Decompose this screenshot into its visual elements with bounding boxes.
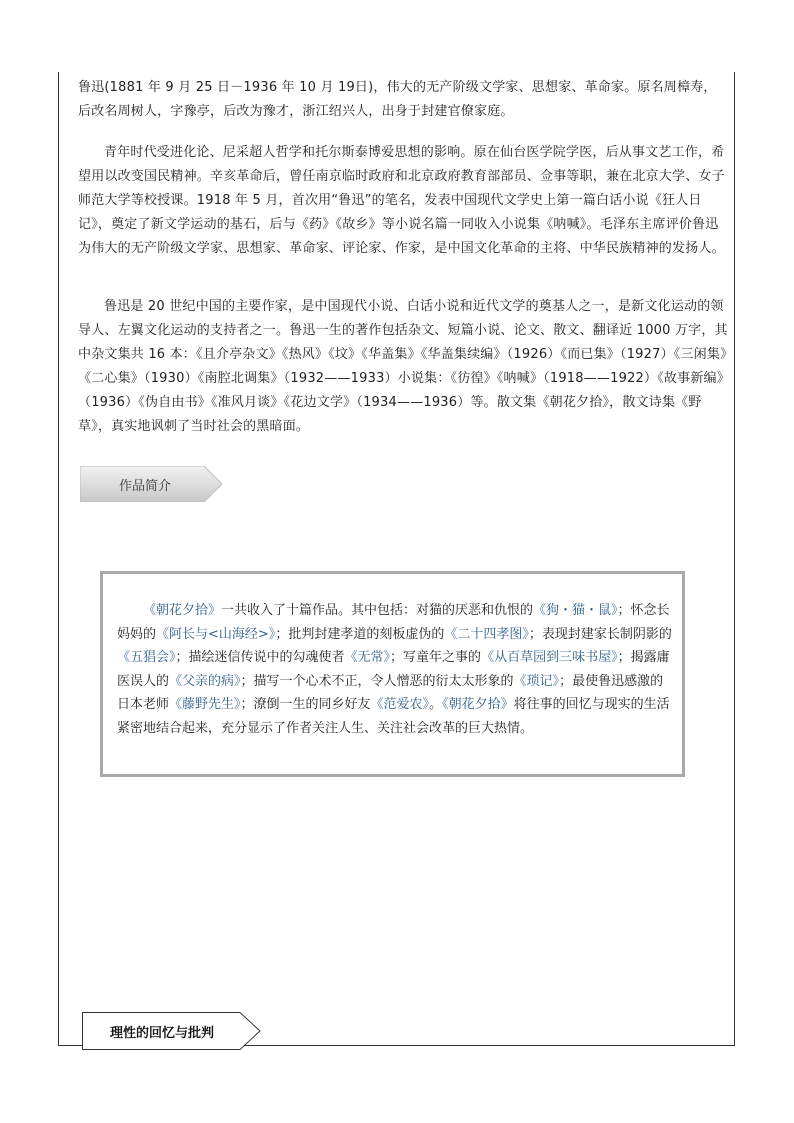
summary-text [117,599,672,740]
summary-fragment: ；批判封建孝道的刻板虚伪的 [275,626,445,642]
summary-fragment: 。 [429,697,443,712]
work-title: 《琐记》 [513,673,560,689]
summary-fragment: ；揭露庸医误人的 [117,650,670,689]
summary-fragment: ；描写一个心术不正，令人憎恶的衍太太形象的 [240,673,514,689]
summary-fragment: ；表现封建家长制阴影的 [528,626,672,642]
summary-fragment: 一共收入了十篇作品。其中包括：对猫的厌恶和仇恨的 [221,603,534,618]
section-tab-rational-memory [82,1012,262,1050]
summary-fragment: ；怀念长妈妈的 [117,603,670,642]
work-title: 《朝花夕拾》 [442,697,514,712]
summary-fragment: ；最使鲁迅感激的日本老师 [117,673,664,712]
section-title: 作品简介 [118,479,171,494]
work-title: 《二十四孝图》 [444,626,529,642]
section-tab-works-intro [80,466,222,502]
intro-paragraph-2: 青年时代受进化论、尼采超人哲学和托尔斯泰博爱思想的影响。原在仙台医学院学医，后从事文艺工作，希望用以改变国民精神。辛亥革命后，曾任南京临时政府和北京政府教育部部员、佥事等职，兼在北京大学、女子师范大学等校授课。1918 年 5 月，首次用“鲁迅”的笔名，发表中国现代文学史上第一篇白话小说《狂人日记》，奠定了新文学运动的基石，后与《药》《故乡》等小说名篇一同收入小说集《呐喊》。毛泽东主席评价鲁迅为伟大的无产阶级文学家、思想家、革命家、评论家、作家，是中国文化革命的主将、中华民族精神的发扬人。 [78,145,725,256]
work-title: 《范爱农》 [370,697,430,712]
work-title: 《阿长与<山海经>》 [156,626,276,642]
work-title: 《藤野先生》 [169,697,241,712]
section-title: 理性的回忆与批判 [110,1026,215,1041]
work-title: 《五猖会》 [117,650,176,665]
work-title: 《从百草园到三味书屋》 [481,650,618,665]
summary-fragment: ；写童年之事的 [390,650,482,665]
work-title: 《狗・猫・鼠》 [533,603,618,618]
intro-paragraph-1: 鲁迅(1881 年 9 月 25 日－1936 年 10 月 19日)，伟大的无产阶级文学家、思想家、革命家。原名周樟寿，后改名周树人，字豫亭，后改为豫才，浙江绍兴人，出身于封建官僚家庭。 [78,80,717,119]
summary-box [100,571,685,777]
work-title: 《无常》 [344,650,391,665]
work-title: 《朝花夕拾》 [143,603,222,618]
summary-fragment: 将往事的回忆与现实的生活紧密地结合起来，充分显示了作者关注人生、关注社会改革的巨大热情。 [117,697,670,736]
summary-fragment: ；潦倒一生的同乡好友 [240,697,371,712]
work-title: 《父亲的病》 [169,673,241,689]
summary-fragment: ；描绘迷信传说中的勾魂使者 [175,650,345,665]
intro-paragraph-3: 鲁迅是 20 世纪中国的主要作家，是中国现代小说、白话小说和近代文学的奠基人之一，是新文化运动的领导人、左翼文化运动的支持者之一。鲁迅一生的著作包括杂文、短篇小说、论文、散文、翻译近 1000 万字，其中杂文集共 16 本：《且介亭杂文》《热风》《坟》《华盖集》《华盖集续编》（1926）《而已集》（1927）《三闲集》《二心集》（1930）《南腔北调集》（1932——1933）小说集：《彷徨》《呐喊》（1918——1922）《故事新编》（1936）《伪自由书》《准风月谈》《花边文学》（1934——1936）等。散文集《朝花夕拾》，散文诗集《野草》，真实地讽刺了当时社会的黑暗面。 [78,299,728,434]
